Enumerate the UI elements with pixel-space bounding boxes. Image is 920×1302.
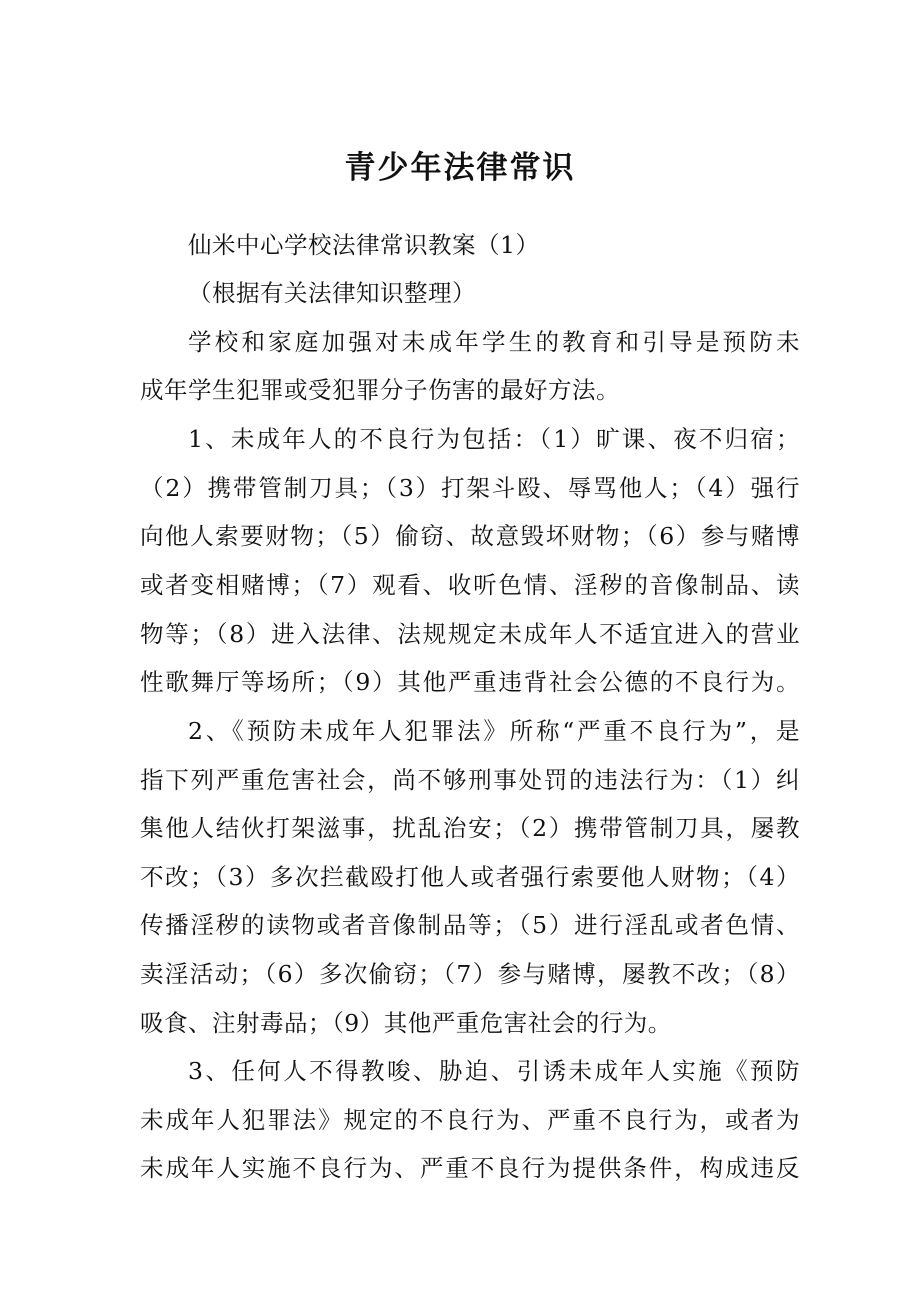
paragraph-2-line: 卖淫活动；（6）多次偷窃；（7）参与赌博，屡教不改；（8）: [140, 960, 800, 988]
paragraph-1-line: （2）携带管制刀具；（3）打架斗殴、辱骂他人；（4）强行: [140, 474, 800, 502]
paragraph-2-line: 吸食、注射毒品；（9）其他严重危害社会的行为。: [140, 1009, 672, 1037]
paragraph-1-line: 物等；（8）进入法律、法规规定未成年人不适宜进入的营业: [140, 620, 800, 648]
paragraph-2-line: 集他人结伙打架滋事，扰乱治安；（2）携带管制刀具，屡教: [140, 814, 800, 842]
paragraph-2-line: 不改；（3）多次拦截殴打他人或者强行索要他人财物；（4）: [140, 863, 800, 891]
paragraph-2-line: 传播淫秽的读物或者音像制品等；（5）进行淫乱或者色情、: [140, 911, 800, 939]
paragraph-intro-line: 成年学生犯罪或受犯罪分子伤害的最好方法。: [140, 376, 620, 404]
paragraph-1-line: 或者变相赌博；（7）观看、收听色情、淫秽的音像制品、读: [140, 571, 800, 599]
paragraph-3-line: 未成年人实施不良行为、严重不良行为提供条件，构成违反: [140, 1154, 800, 1182]
paragraph-2-line: 2、《预防未成年人犯罪法》所称“严重不良行为”，是: [188, 717, 800, 745]
paragraph-1-line: 向他人索要财物；（5）偷窃、故意毁坏财物；（6）参与赌博: [140, 522, 800, 550]
paragraph-1-line: 性歌舞厅等场所；（9）其他严重违背社会公德的不良行为。: [140, 668, 800, 696]
paragraph-2-line: 指下列严重危害社会，尚不够刑事处罚的违法行为：（1）纠: [140, 766, 800, 794]
document-title: 青少年法律常识: [344, 150, 576, 186]
paragraph-1-line: 1、未成年人的不良行为包括：（1）旷课、夜不归宿；: [188, 425, 800, 453]
paragraph-intro-line: 学校和家庭加强对未成年学生的教育和引导是预防未: [188, 328, 800, 356]
paragraph-3-line: 3、任何人不得教唆、胁迫、引诱未成年人实施《预防: [188, 1057, 800, 1085]
paragraph-3-line: 未成年人犯罪法》规定的不良行为、严重不良行为，或者为: [140, 1106, 800, 1134]
subtitle-lesson: 仙米中心学校法律常识教案（1）: [188, 231, 540, 259]
subtitle-source: （根据有关法律知识整理）: [188, 279, 476, 307]
